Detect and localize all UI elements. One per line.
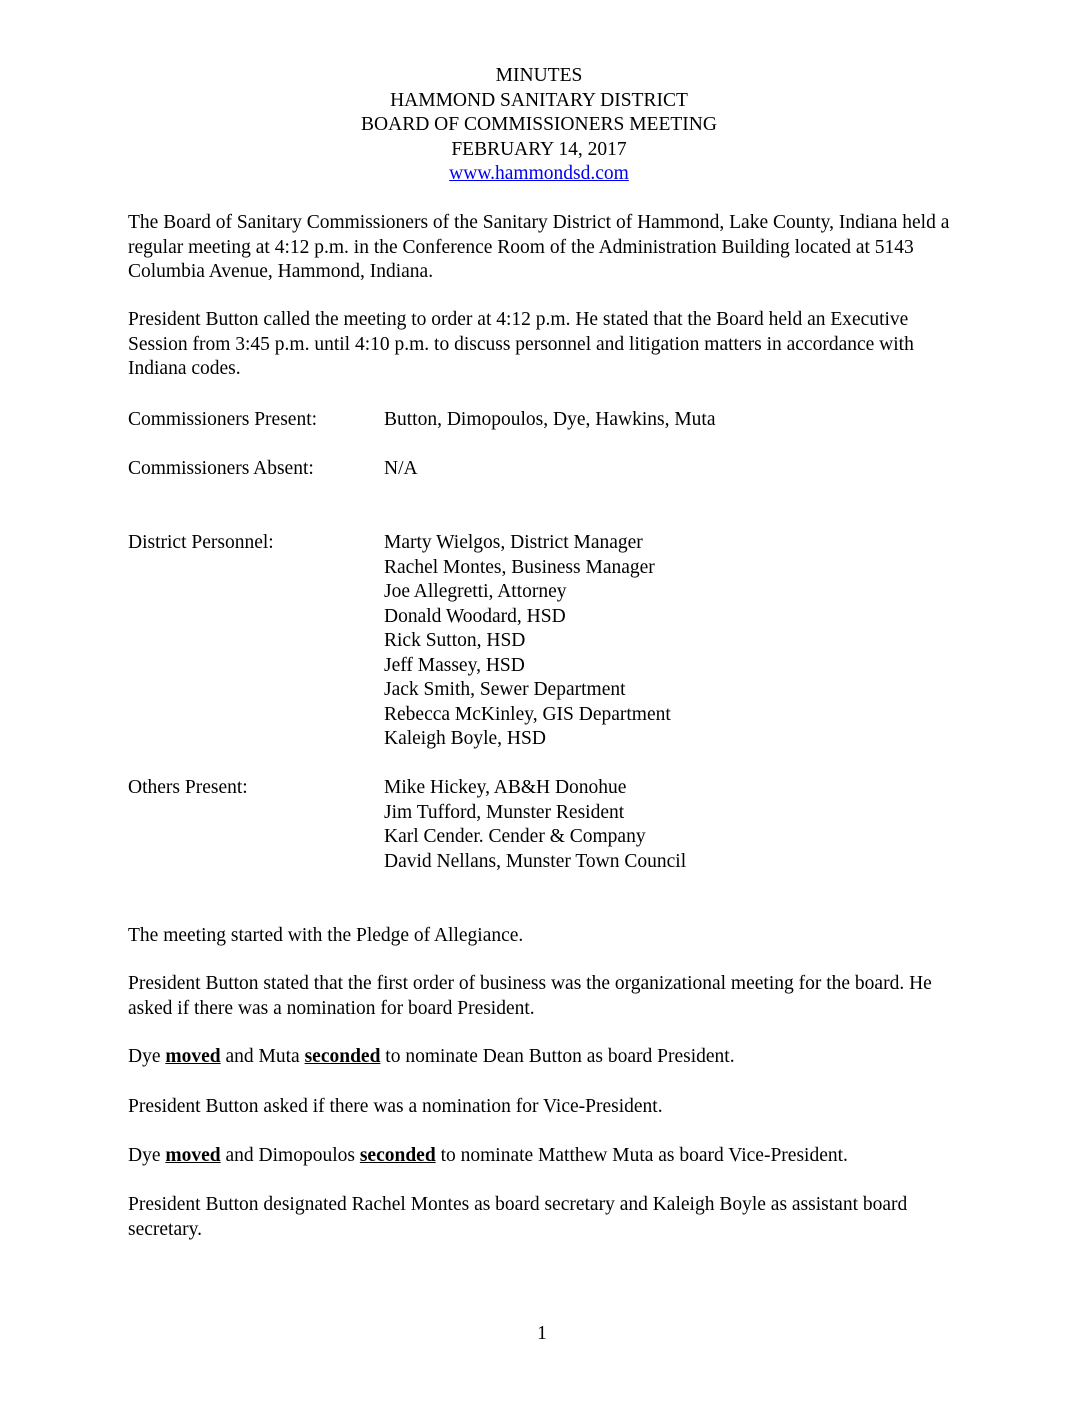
document-header <box>118 64 960 187</box>
commissioners-present-label: Commissioners Present: <box>128 409 318 430</box>
motion-vice-president-paragraph <box>128 1144 960 1169</box>
meeting-date: FEBRUARY 14, 2017 <box>451 138 627 160</box>
personnel-item: Jack Smith, Sewer Department <box>384 679 626 700</box>
minutes-title: MINUTES <box>495 65 583 86</box>
motion-mover: Dye <box>128 1145 166 1166</box>
organization-name: HAMMOND SANITARY DISTRICT <box>390 89 688 111</box>
motion-mover: Dye <box>128 1046 166 1067</box>
others-present-list <box>384 776 686 874</box>
commissioners-absent-label: Commissioners Absent: <box>128 458 314 479</box>
document-page <box>128 64 960 187</box>
personnel-item: Donald Woodard, HSD <box>384 605 566 627</box>
others-item: Mike Hickey, AB&H Donohue <box>384 777 627 798</box>
vp-question-paragraph: President Button asked if there was a nomination for Vice-President. <box>128 1096 663 1117</box>
motion-president-paragraph <box>128 1045 960 1070</box>
moved-keyword: moved <box>165 1046 221 1067</box>
others-item: Jim Tufford, Munster Resident <box>384 801 625 823</box>
commissioners-present-value: Button, Dimopoulos, Dye, Hawkins, Muta <box>384 409 716 430</box>
organizational-paragraph: President Button stated that the first order of business was the organizational meeting for the board. He asked if there was a nomination for board President. <box>128 973 932 1019</box>
commissioners-absent-value: N/A <box>384 458 418 479</box>
page-number: 1 <box>537 1323 547 1344</box>
district-personnel-label: District Personnel: <box>128 532 274 553</box>
motion-text: to nominate Dean Button as board President. <box>380 1046 735 1067</box>
personnel-item: Rick Sutton, HSD <box>384 630 526 651</box>
pledge-paragraph: The meeting started with the Pledge of Allegiance. <box>128 925 524 946</box>
others-item: Karl Cender. Cender & Company <box>384 826 646 847</box>
personnel-item: Kaleigh Boyle, HSD <box>384 728 546 749</box>
moved-keyword: moved <box>165 1145 221 1166</box>
others-present-label: Others Present: <box>128 777 248 798</box>
personnel-item: Rebecca McKinley, GIS Department <box>384 703 671 725</box>
intro-paragraph: The Board of Sanitary Commissioners of the Sanitary District of Hammond, Lake County, Indiana held a regular meeting at 4:12 p.m. in the Conference Room of the Administration Building located at 5143 Columbia Avenue, Hammond, Indiana. <box>128 212 950 282</box>
website-link[interactable]: www.hammondsd.com <box>449 163 629 184</box>
seconded-keyword: seconded <box>359 1145 436 1166</box>
call-to-order-paragraph: President Button called the meeting to order at 4:12 p.m. He stated that the Board held an Executive Session from 3:45 p.m. until 4:10 p.m. to discuss personnel and litigation matters in accordance with Indiana codes. <box>128 309 914 379</box>
seconded-keyword: seconded <box>304 1046 381 1067</box>
personnel-item: Jeff Massey, HSD <box>384 654 525 676</box>
secretary-paragraph: President Button designated Rachel Montes as board secretary and Kaleigh Boyle as assistant board secretary. <box>128 1194 908 1240</box>
personnel-item: Marty Wielgos, District Manager <box>384 532 643 553</box>
others-item: David Nellans, Munster Town Council <box>384 850 687 872</box>
personnel-item: Rachel Montes, Business Manager <box>384 556 655 578</box>
motion-text: to nominate Matthew Muta as board Vice-President. <box>435 1145 848 1166</box>
meeting-name: BOARD OF COMMISSIONERS MEETING <box>361 114 717 135</box>
personnel-item: Joe Allegretti, Attorney <box>384 581 567 602</box>
motion-seconder: and Dimopoulos <box>220 1145 360 1166</box>
motion-seconder: and Muta <box>220 1046 305 1067</box>
district-personnel-list <box>384 531 671 752</box>
